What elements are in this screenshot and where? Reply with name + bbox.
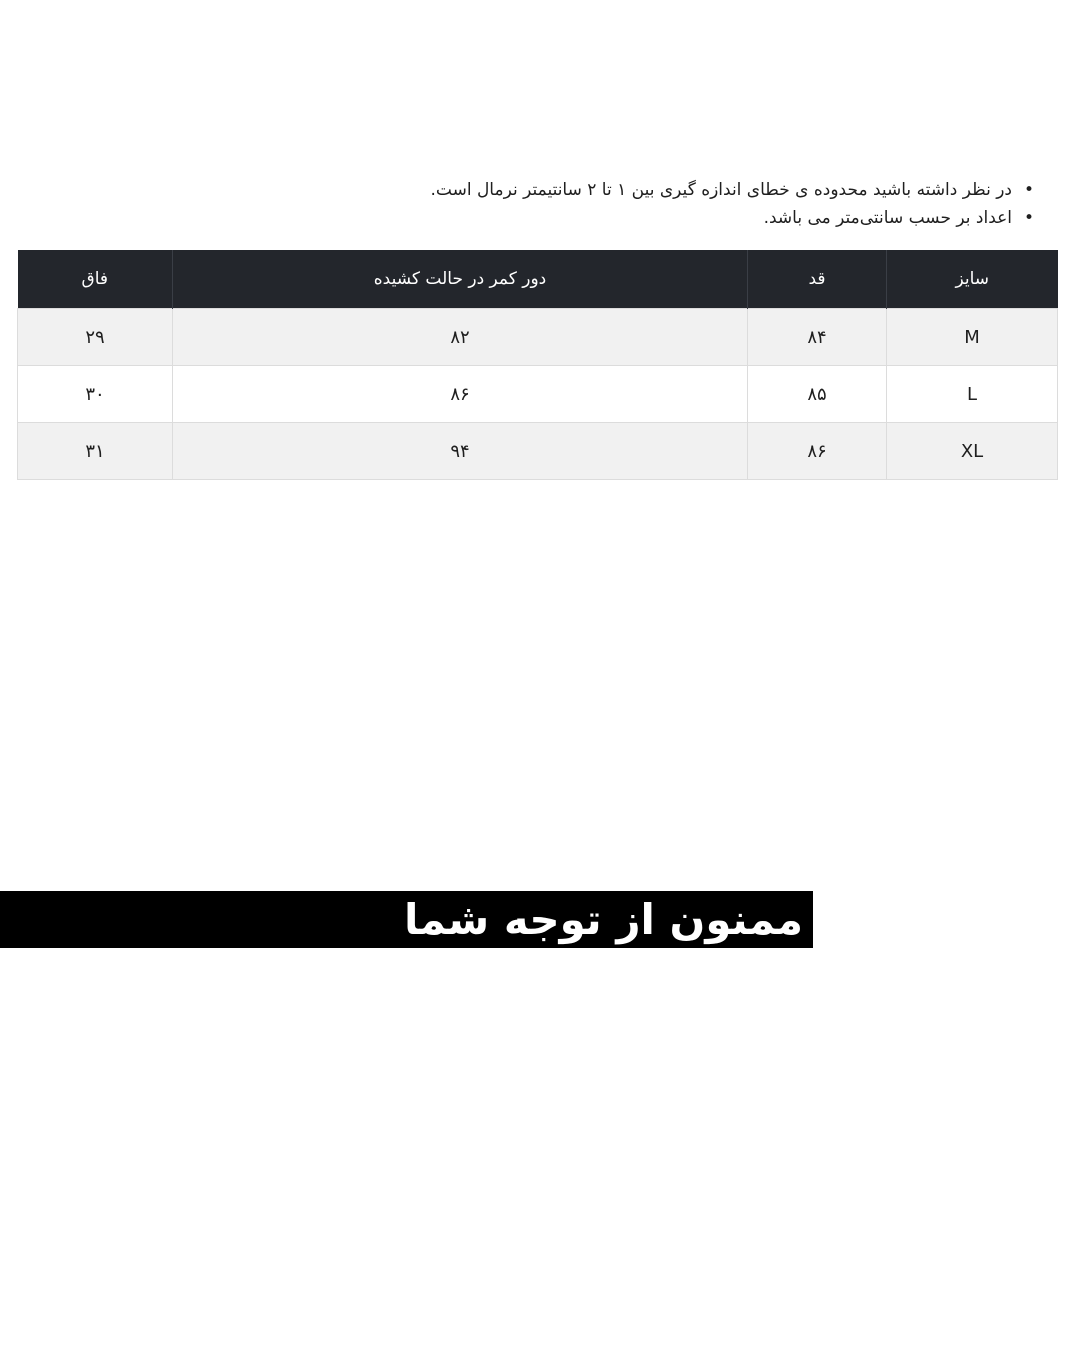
size-table: [17, 250, 1058, 480]
cell-waist: ۹۴: [173, 423, 748, 480]
cell-rise: ۲۹: [18, 309, 173, 366]
cell-height: ۸۵: [748, 366, 887, 423]
header-rise: فاق: [18, 250, 173, 309]
header-size: سایز: [887, 250, 1058, 309]
cell-size: M: [887, 309, 1058, 366]
header-waist: دور کمر در حالت کشیده: [173, 250, 748, 309]
cell-waist: ۸۶: [173, 366, 748, 423]
header-height: قد: [748, 250, 887, 309]
cell-height: ۸۶: [748, 423, 887, 480]
table-row: [18, 423, 1058, 480]
cell-rise: ۳۱: [18, 423, 173, 480]
table-header-row: [18, 250, 1058, 309]
note-item: • اعداد بر حسب سانتی‌متر می باشد.: [334, 204, 1034, 232]
note-item: • در نظر داشته باشید محدوده ی خطای اندازه گیری بین ۱ تا ۲ سانتیمتر نرمال است.: [334, 176, 1034, 204]
cell-size: XL: [887, 423, 1058, 480]
table-row: [18, 309, 1058, 366]
table-row: [18, 366, 1058, 423]
thanks-text: ممنون از توجه شما: [404, 895, 803, 944]
cell-rise: ۳۰: [18, 366, 173, 423]
cell-waist: ۸۲: [173, 309, 748, 366]
thanks-banner: [0, 891, 813, 948]
cell-height: ۸۴: [748, 309, 887, 366]
notes-list: [334, 176, 1034, 232]
cell-size: L: [887, 366, 1058, 423]
